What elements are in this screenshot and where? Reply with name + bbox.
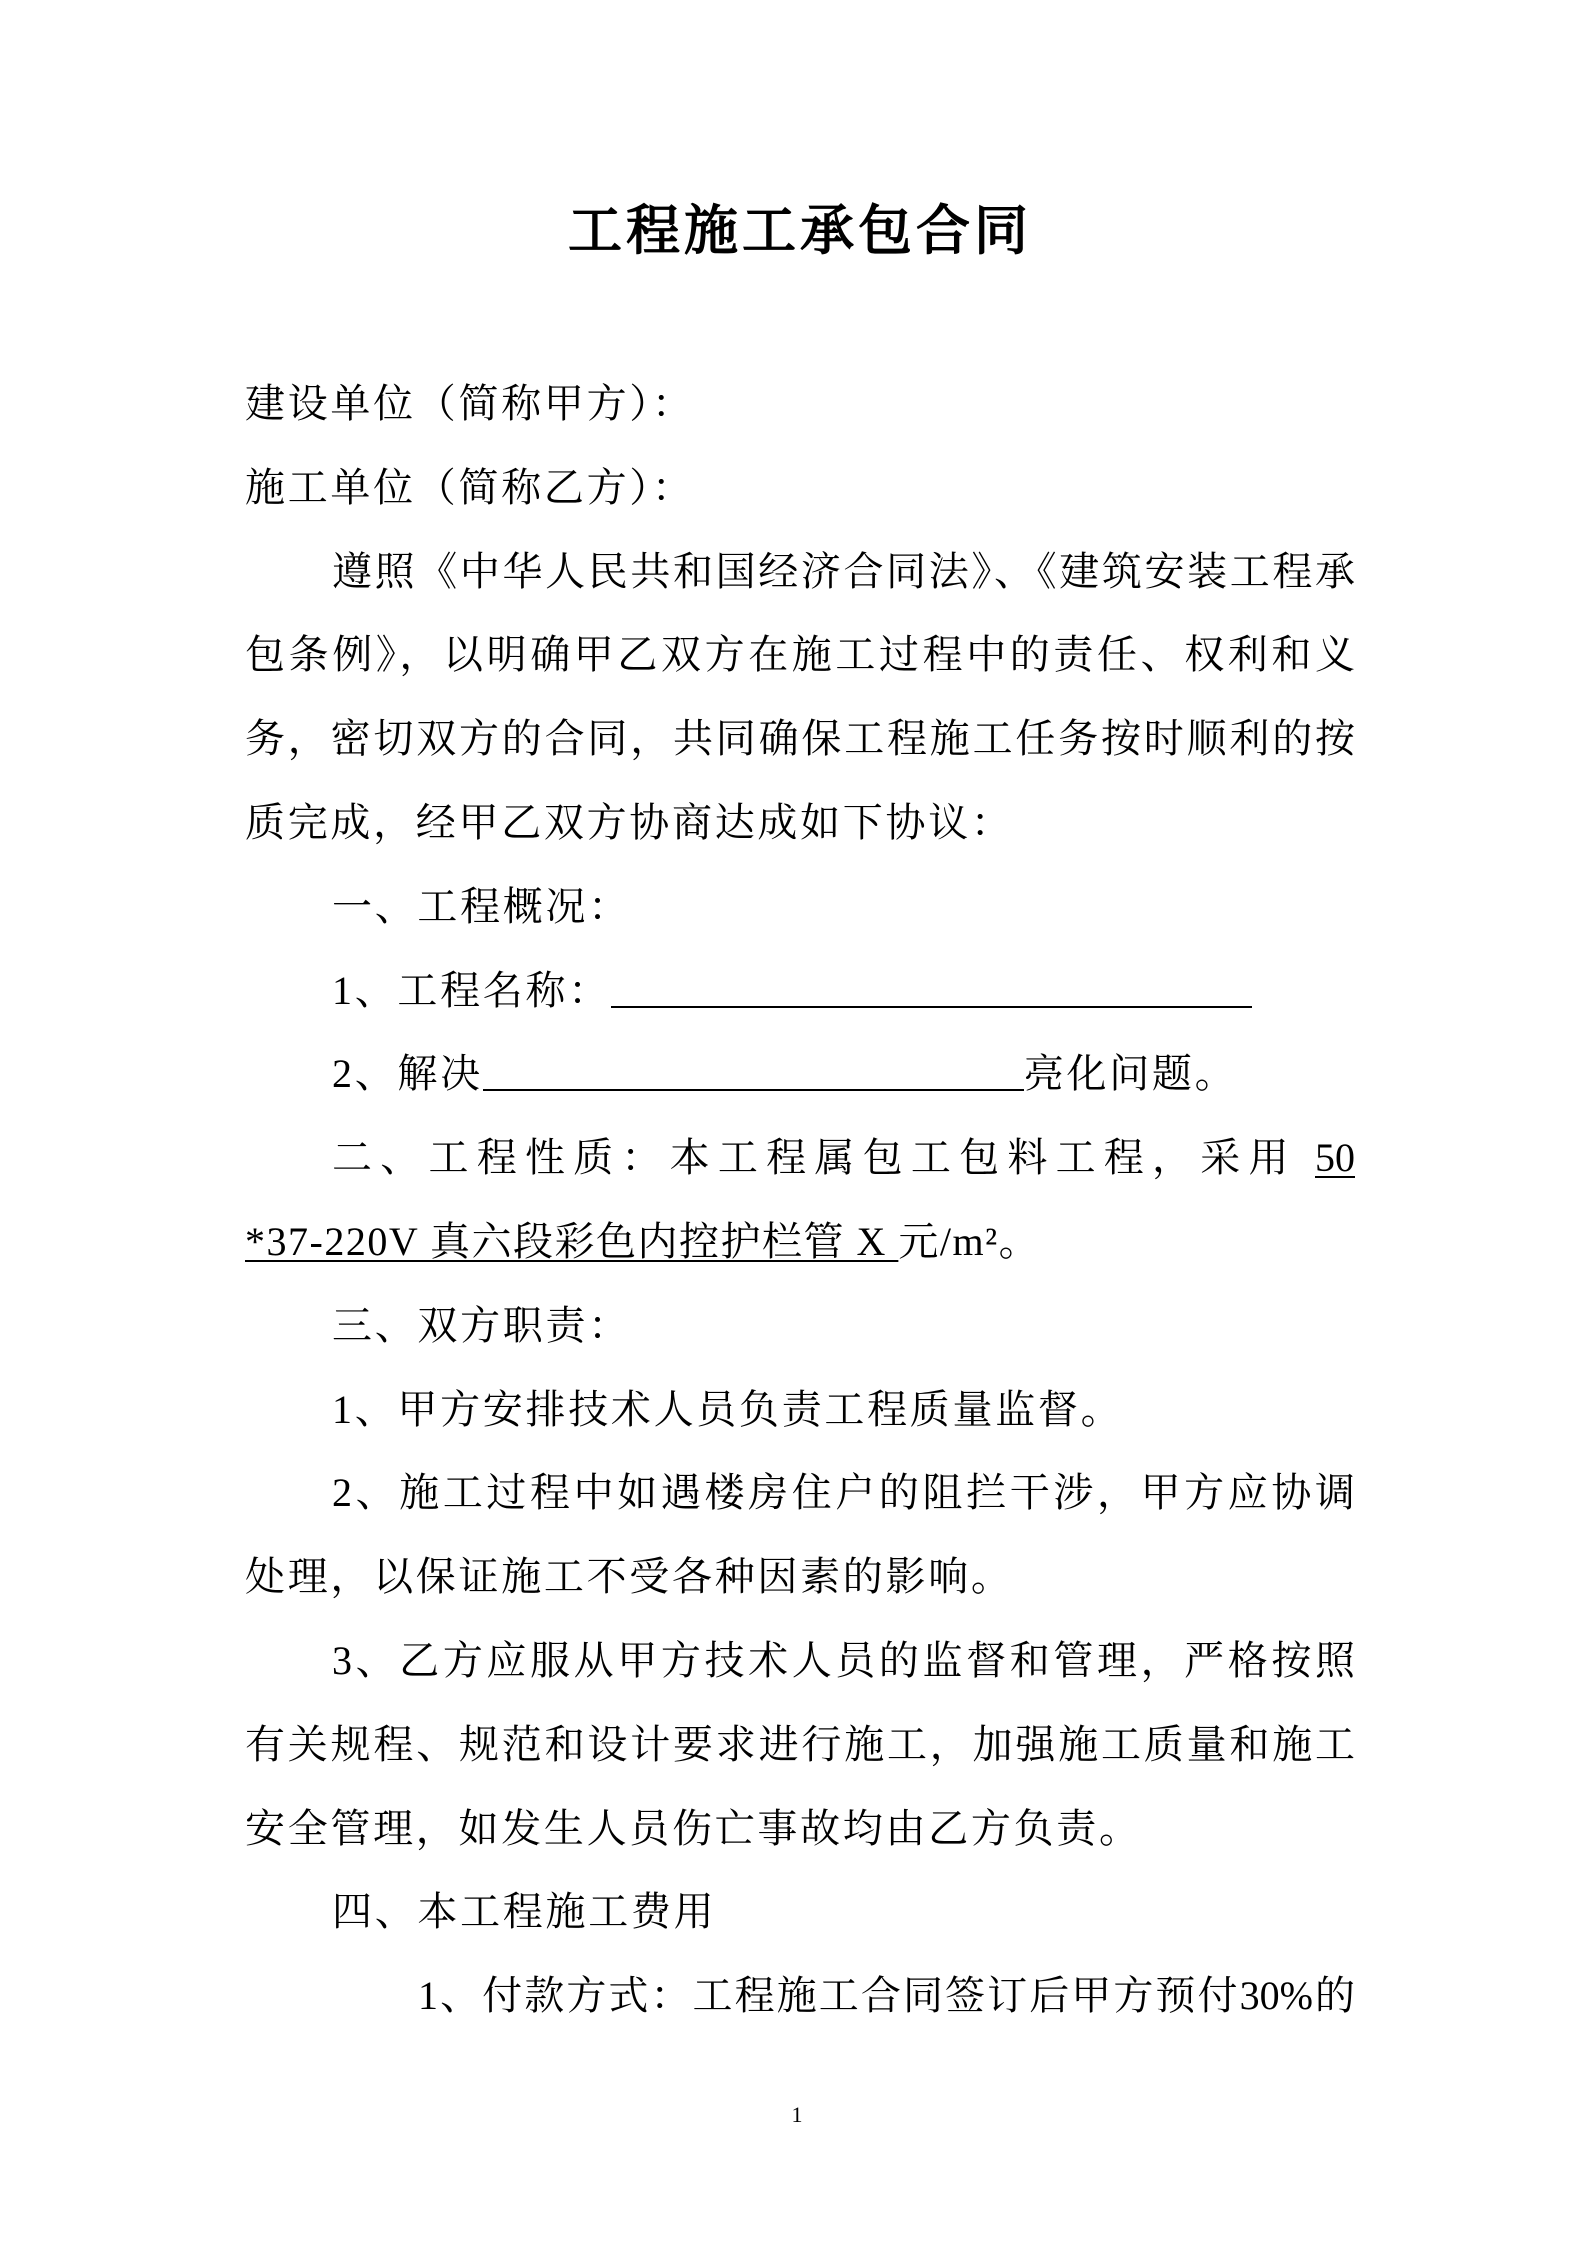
section-3-heading: 三、双方职责： <box>332 1302 631 1348</box>
section-2-text: 二、工程性质：本工程属包工包料工程，采用 <box>332 1135 1315 1181</box>
preamble-line-4: 质完成，经甲乙双方协商达成如下协议： <box>245 799 1014 845</box>
lighting-item-suffix: 亮化问题。 <box>1023 1051 1238 1097</box>
duty-line-2: 2、施工过程中如遇楼房住户的阻拦干涉，甲方应协调 <box>332 1470 1355 1516</box>
section-2-underlined-spec-start: 50 <box>1315 1135 1355 1181</box>
section-2-line-1 <box>245 1116 1355 1200</box>
section-2-line-2 <box>245 1200 1355 1284</box>
preamble-line-2: 包条例》，以明确甲乙双方在施工过程中的责任、权利和义 <box>245 632 1355 678</box>
party-a-line: 建设单位（简称甲方）： <box>245 381 695 426</box>
duty-line-4: 3、乙方应服从甲方技术人员的监督和管理，严格按照 <box>332 1637 1355 1683</box>
project-name-item <box>245 949 1355 1033</box>
section-2-unit: 元/m²。 <box>898 1218 1041 1264</box>
lighting-item-prefix: 2、解决 <box>332 1051 483 1097</box>
project-name-blank-underline <box>611 966 1252 1008</box>
section-4-heading: 四、本工程施工费用 <box>332 1889 717 1935</box>
duty-line-1: 1、甲方安排技术人员负责工程质量监督。 <box>332 1386 1124 1432</box>
lighting-target-blank-underline <box>483 1049 1024 1091</box>
document-title: 工程施工承包合同 <box>568 201 1032 261</box>
project-name-label: 1、工程名称： <box>332 967 611 1013</box>
page-number: 1 <box>791 2102 803 2127</box>
document-body <box>245 362 1355 2038</box>
lighting-item <box>245 1032 1355 1116</box>
preamble-line-1: 遵照《中华人民共和国经济合同法》、《建筑安装工程承 <box>332 548 1355 594</box>
duty-line-3: 处理，以保证施工不受各种因素的影响。 <box>245 1554 1014 1600</box>
preamble-line-3: 务，密切双方的合同，共同确保工程施工任务按时顺利的按 <box>245 716 1355 762</box>
payment-line: 1、付款方式：工程施工合同签订后甲方预付30%的 <box>418 1973 1355 2019</box>
duty-line-6: 安全管理，如发生人员伤亡事故均由乙方负责。 <box>245 1805 1142 1851</box>
duty-line-5: 有关规程、规范和设计要求进行施工，加强施工质量和施工 <box>245 1721 1355 1767</box>
section-2-underlined-spec: *37-220V 真六段彩色内控护栏管 X <box>245 1218 899 1264</box>
party-b-line: 施工单位（简称乙方）： <box>245 464 695 510</box>
section-1-heading: 一、工程概况： <box>332 883 631 929</box>
